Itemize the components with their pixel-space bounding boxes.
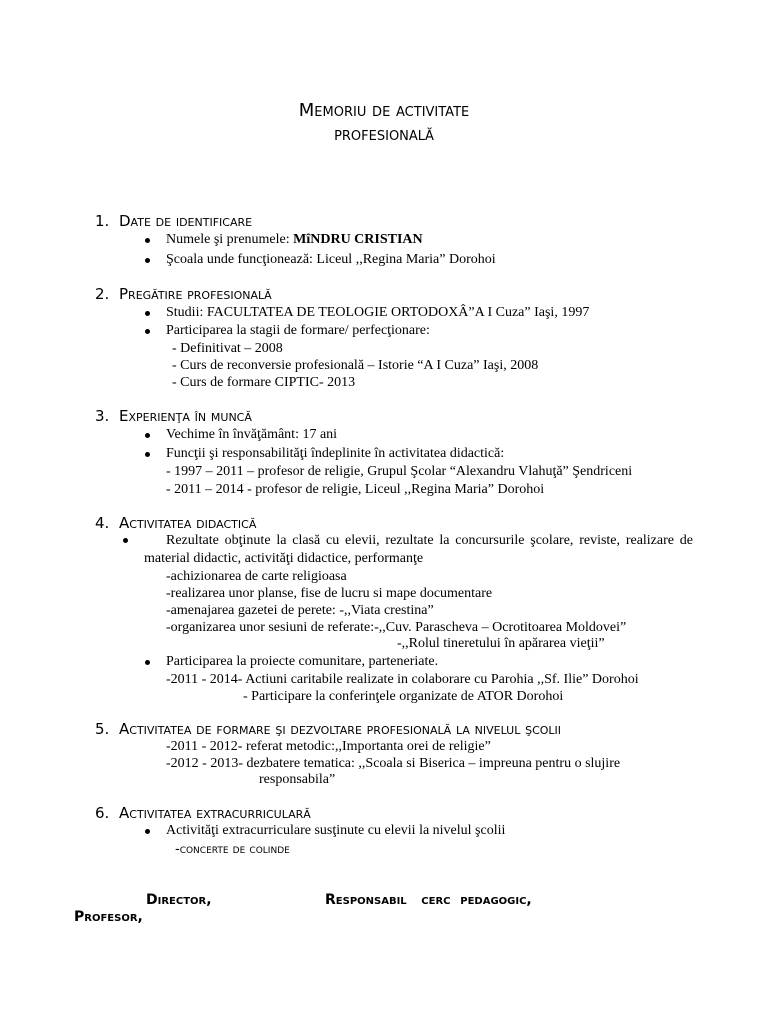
s2-sub-2: - Curs de reconversie profesională – Istorie “A I Cuza” Iaşi, 2008	[172, 358, 539, 373]
s4-item-proiecte: Participarea la proiecte comunitare, parteneriate.	[166, 654, 439, 669]
section-3-number: 3.	[95, 407, 110, 425]
section-2-heading: Pregătire profesională	[119, 285, 272, 303]
document-title-line2: profesională	[334, 124, 434, 145]
document-title-line1: Memoriu de activitate	[298, 100, 470, 121]
section-5-number: 5.	[95, 720, 110, 738]
s4-sub1-1: -achizionarea de carte religioasa	[166, 569, 347, 584]
s1-item-name-value: MîNDRU CRISTIAN	[293, 232, 423, 247]
s1-item-name-label: Numele şi prenumele:	[166, 232, 294, 247]
s4-item-rezultate: Rezultate obţinute la clasă cu elevii, rezultate la concursurile şcolare, reviste, realizare de material didactic, activităţi didactice, performanţe	[144, 533, 693, 566]
s5-sub-3: responsabila”	[259, 772, 336, 787]
signature-responsabil: Responsabil cerc pedagogic,	[325, 892, 532, 908]
section-6-heading: Activitatea extracurriculară	[119, 804, 311, 822]
s2-item-stagii: Participarea la stagii de formare/ perfecţionare:	[166, 323, 430, 338]
s4-sub1-2: -realizarea unor planse, fise de lucru si mape documentare	[166, 586, 493, 601]
s2-sub-3: - Curs de formare CIPTIC- 2013	[172, 375, 356, 390]
section-1-heading: Date de identificare	[119, 212, 253, 230]
s4-sub1-4: -organizarea unor sesiuni de referate:-,,Cuv. Parascheva – Ocrotitoarea Moldovei”	[166, 620, 627, 635]
s3-sub-2: - 2011 – 2014 - profesor de religie, Liceul ,,Regina Maria” Dorohoi	[166, 482, 545, 497]
s1-item-school: Şcoala unde funcţionează: Liceul ,,Regina Maria” Dorohoi	[166, 252, 496, 267]
s3-item-vechime: Vechime în învăţământ: 17 ani	[166, 427, 338, 442]
s6-extra-concerte: -concerte de colinde	[175, 842, 290, 857]
s6-item-activitati: Activităţi extracurriculare susţinute cu elevii la nivelul şcolii	[166, 823, 506, 838]
section-6-number: 6.	[95, 804, 110, 822]
s4-sub2-1: -2011 - 2014- Actiuni caritabile realizate in colaborare cu Parohia ,,Sf. Ilie” Dorohoi	[166, 672, 639, 687]
section-3-heading: Experienţa în muncă	[119, 407, 252, 425]
signature-director: Director,	[146, 892, 212, 908]
signature-profesor: Profesor,	[74, 909, 143, 925]
s5-sub-1: -2011 - 2012- referat metodic:,,Importanta orei de religie”	[166, 739, 491, 754]
s5-sub-2: -2012 - 2013- dezbatere tematica: ,,Scoala si Biserica – impreuna pentru o slujire	[166, 756, 621, 771]
s4-sub1-3: -amenajarea gazetei de perete: -,,Viata crestina”	[166, 603, 434, 618]
s4-sub1-5: -,,Rolul tineretului în apărarea vieţii”	[397, 636, 605, 651]
s2-item-studii: Studii: FACULTATEA DE TEOLOGIE ORTODOXÂ”A I Cuza” Iaşi, 1997	[166, 305, 590, 320]
section-4-number: 4.	[95, 514, 110, 532]
s3-sub-1: - 1997 – 2011 – profesor de religie, Grupul Şcolar “Alexandru Vlahuţă” Şendriceni	[166, 464, 633, 479]
s4-sub2-2: - Participare la conferinţele organizate de ATOR Dorohoi	[243, 689, 564, 704]
s2-sub-1: - Definitivat – 2008	[172, 341, 283, 356]
s1-item-name	[166, 232, 423, 248]
section-4-heading: Activitatea didactică	[119, 514, 257, 532]
section-1-number: 1.	[95, 212, 110, 230]
section-2-number: 2.	[95, 285, 110, 303]
s3-item-functii: Funcţii şi responsabilităţi îndeplinite în activitatea didactică:	[166, 446, 505, 461]
section-5-heading: Activitatea de formare şi dezvoltare profesională la nivelul şcolii	[119, 720, 562, 738]
